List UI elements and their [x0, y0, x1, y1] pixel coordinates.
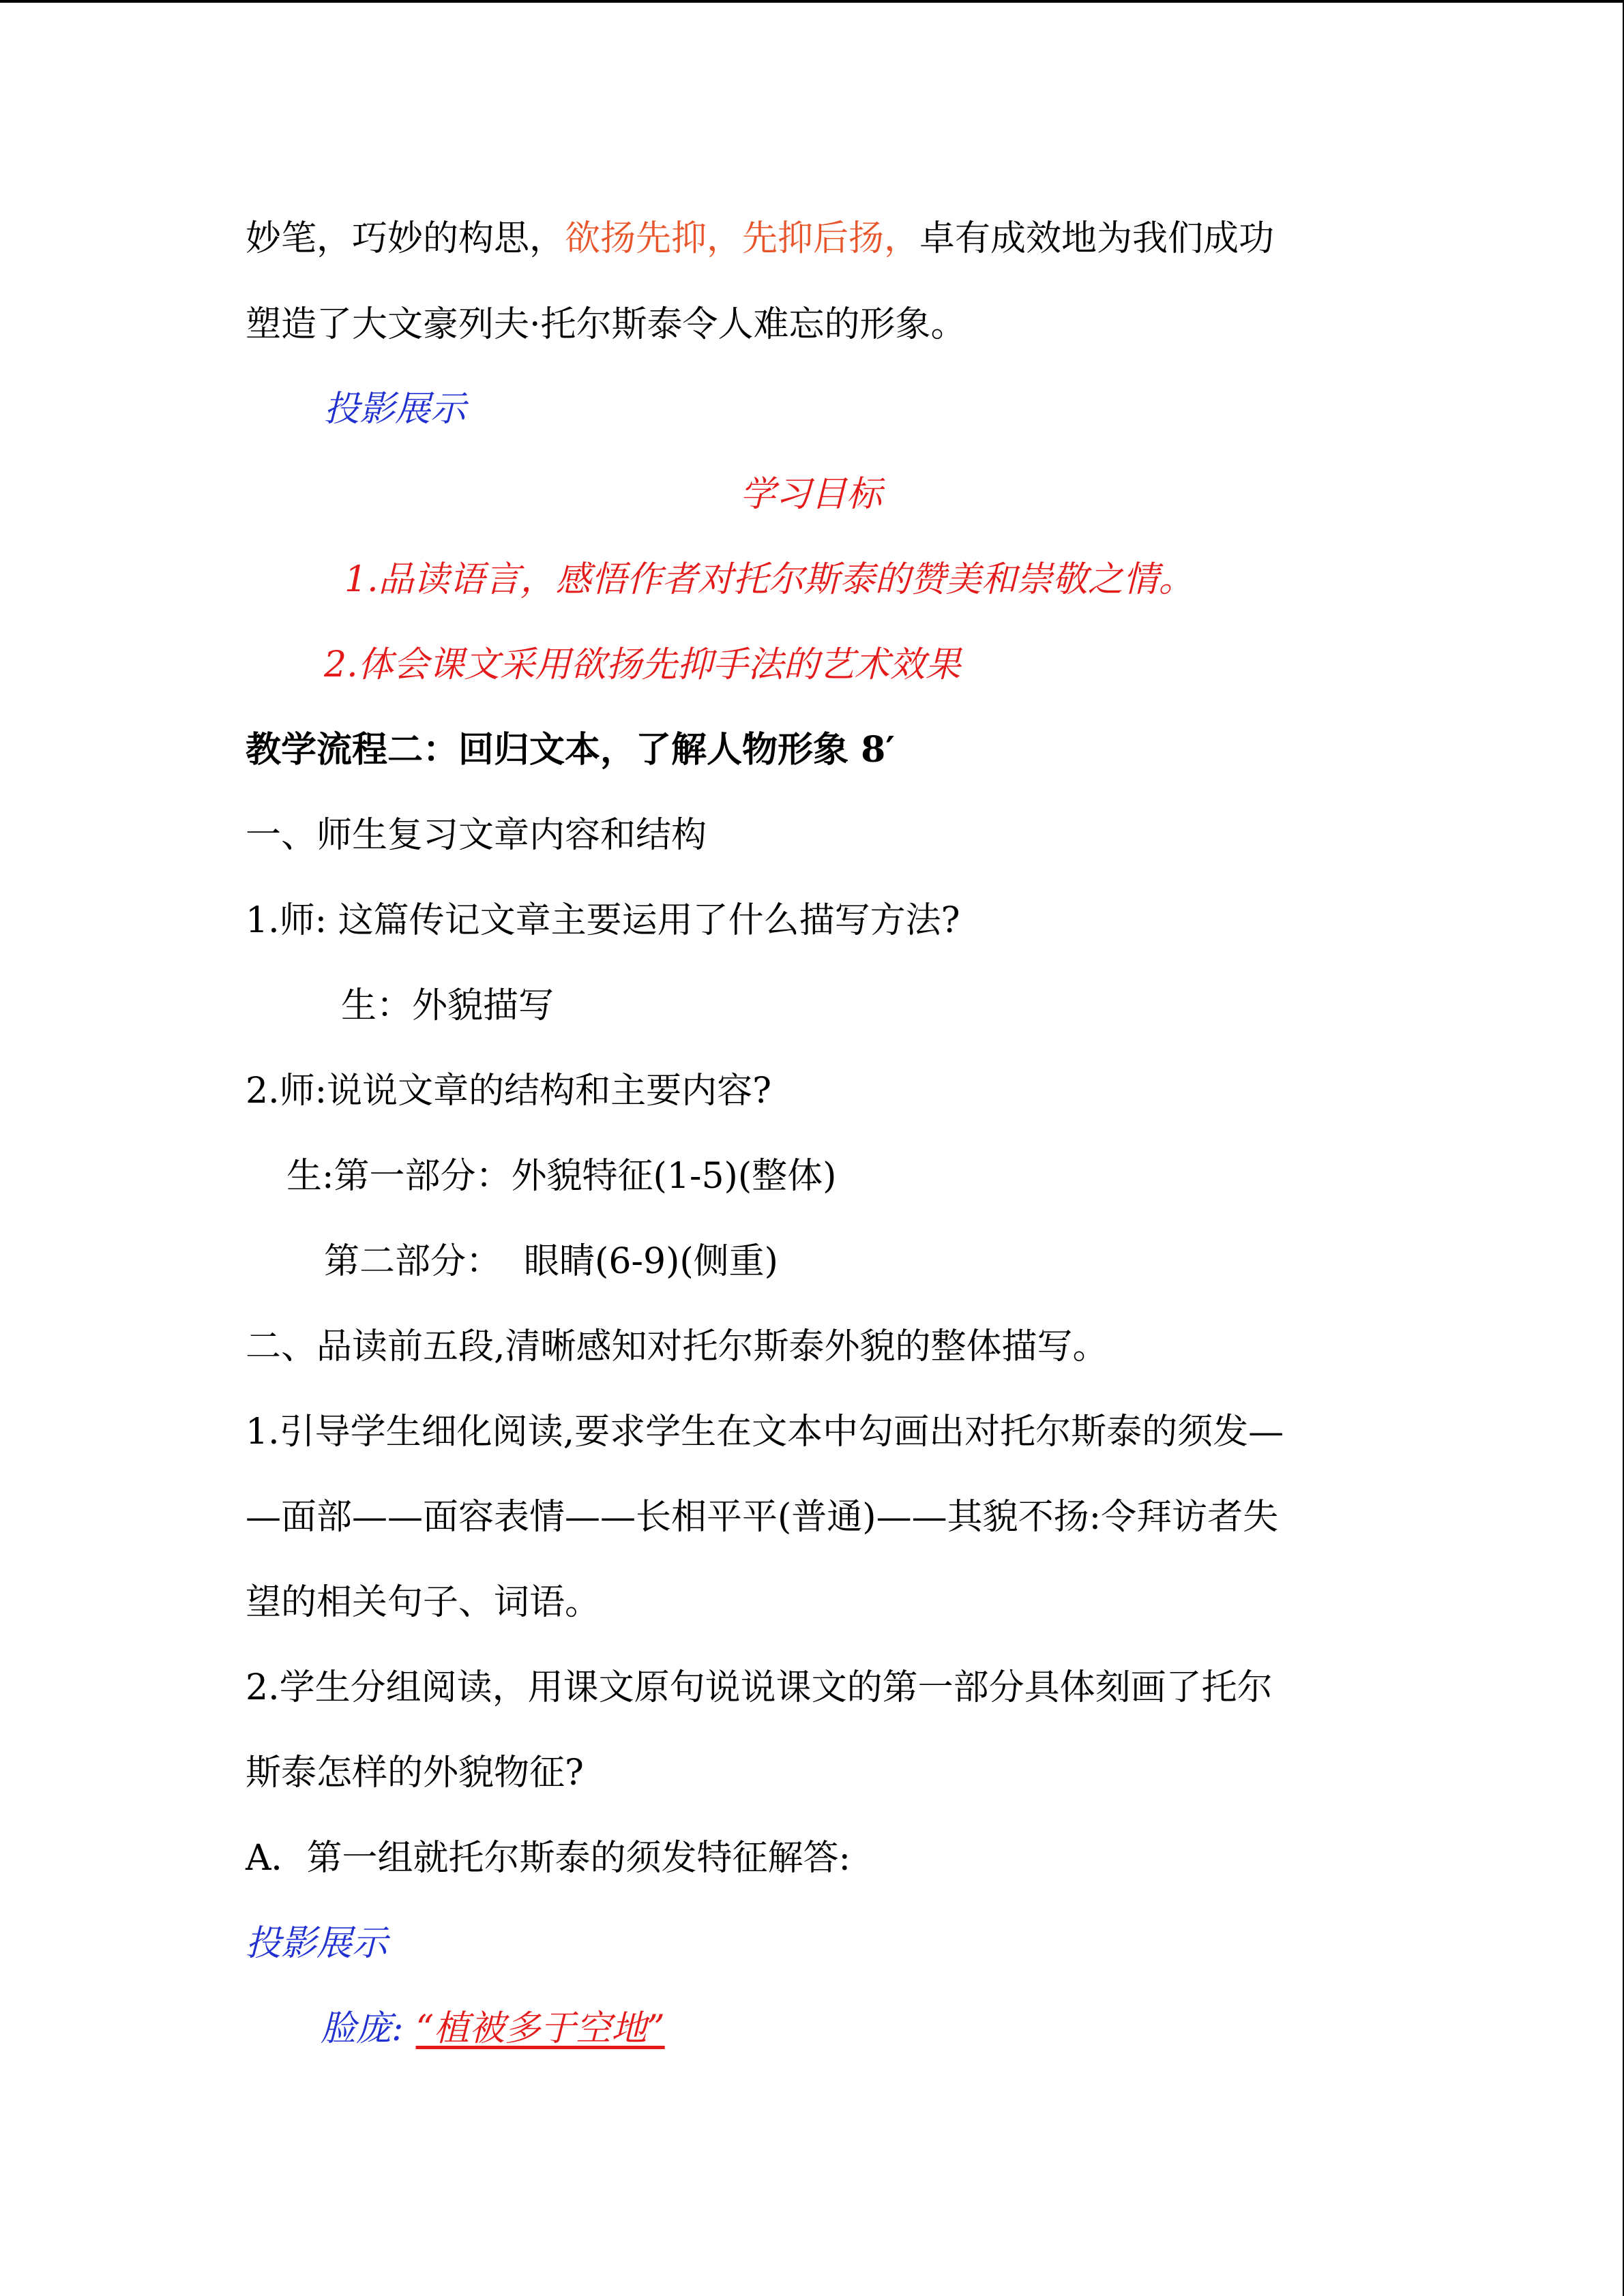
paragraph-line-2: 塑造了大文豪列夫·托尔斯泰令人难忘的形象。: [246, 304, 966, 345]
text-highlight-orange: 欲扬先抑，先抑后扬，: [565, 218, 920, 259]
item-1-line-2: —面部——面容表情——长相平平(普通)——其貌不扬:令拜访者失: [246, 1497, 1279, 1538]
question-2: 2.师:说说文章的结构和主要内容?: [246, 1071, 772, 1112]
text-plain: 妙笔，巧妙的构思，: [246, 218, 565, 259]
item-2-line-1: 2.学生分组阅读，用课文原句说说课文的第一部分具体刻画了托尔: [246, 1667, 1273, 1708]
goals-title: 学习目标: [740, 474, 883, 515]
answer-2-part-1: 生:第一部分：外貌特征(1-5)(整体): [286, 1156, 837, 1197]
section-1-heading: 一、师生复习文章内容和结构: [246, 815, 707, 856]
section-2-heading: 二、品读前五段,清晰感知对托尔斯泰外貌的整体描写。: [246, 1326, 1108, 1367]
item-2-line-2: 斯泰怎样的外貌物征?: [246, 1753, 584, 1793]
text-plain: 卓有成效地为我们成功: [919, 218, 1275, 259]
flow-2-heading: 教学流程二：回归文本，了解人物形象 8′: [246, 729, 895, 771]
projection-label-2: 投影展示: [246, 1923, 388, 1964]
answer-2-part-2: 第二部分： 眼睛(6-9)(侧重): [324, 1241, 778, 1282]
face-quote: “植被多于空地”: [415, 2008, 665, 2049]
item-A: A．第一组就托尔斯泰的须发特征解答:: [246, 1838, 851, 1879]
goal-1: 1.品读语言，感悟作者对托尔斯泰的赞美和崇敬之情。: [344, 559, 1194, 600]
goal-2: 2.体会课文采用欲扬先抑手法的艺术效果: [324, 644, 961, 685]
face-label: 脸庞:: [321, 2008, 404, 2049]
answer-1: 生：外貌描写: [341, 985, 555, 1026]
item-1-line-1: 1.引导学生细化阅读,要求学生在文本中勾画出对托尔斯泰的须发—: [246, 1412, 1284, 1452]
paragraph-line-1: [246, 217, 1274, 260]
item-1-line-3: 望的相关句子、词语。: [246, 1582, 601, 1623]
question-1: 1.师: 这篇传记文章主要运用了什么描写方法?: [246, 900, 960, 941]
face-line: [321, 2007, 665, 2051]
projection-label: 投影展示: [324, 389, 467, 430]
page-top-border: [0, 0, 1624, 3]
